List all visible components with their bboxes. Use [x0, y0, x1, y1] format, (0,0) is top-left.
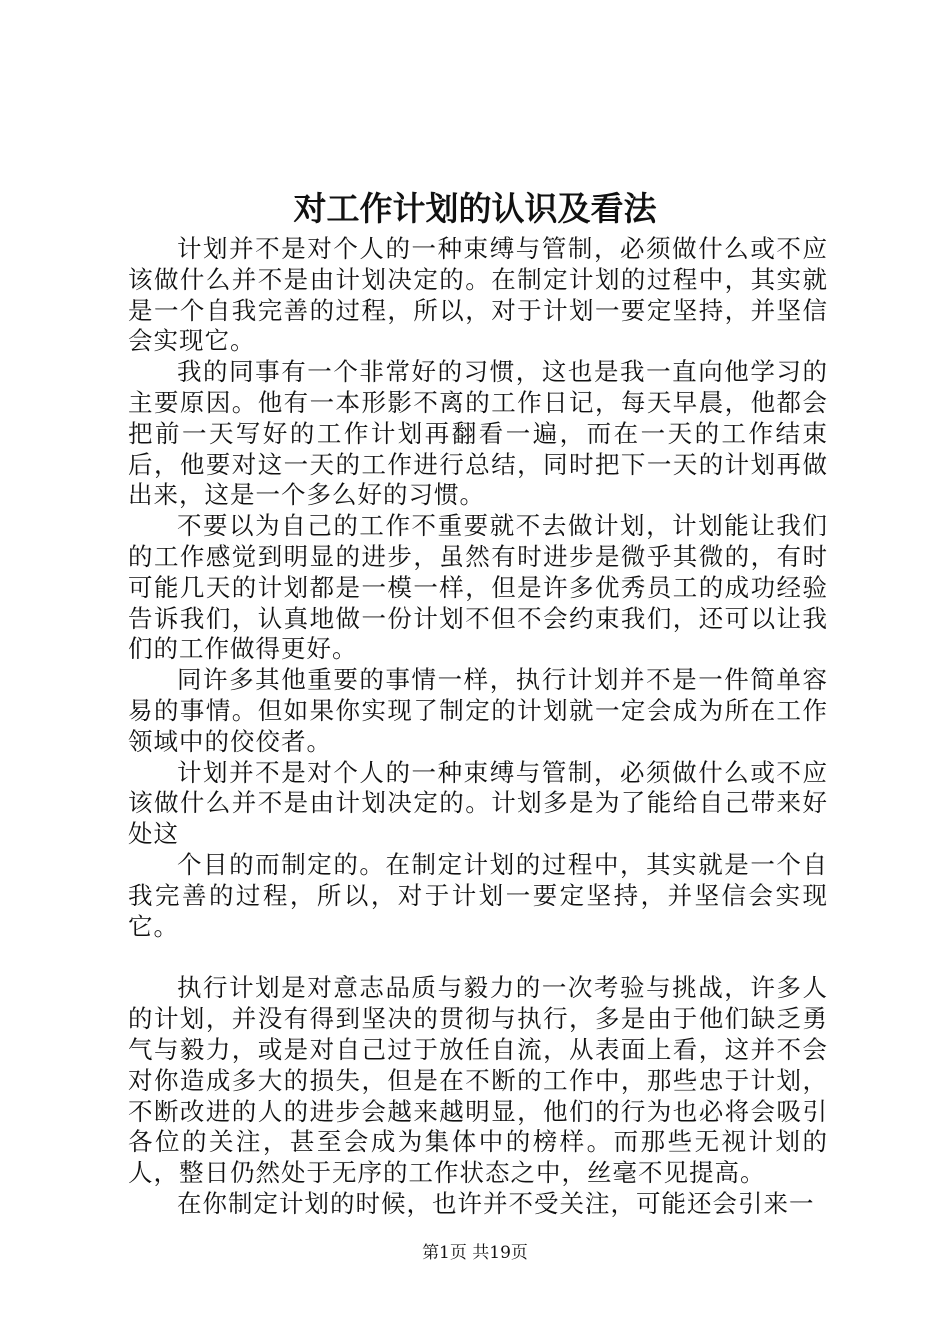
- document-body: [128, 234, 828, 1220]
- paragraph: 不要以为自己的工作不重要就不去做计划，计划能让我们的工作感觉到明显的进步，虽然有时进步是微乎其微的，有时可能几天的计划都是一模一样，但是许多优秀员工的成功经验告诉我们，认真地做一份计划不但不会约束我们，还可以让我们的工作做得更好。: [128, 511, 828, 664]
- paragraph: 在你制定计划的时候，也许并不受关注，可能还会引来一: [177, 1188, 815, 1218]
- document-title: 对工作计划的认识及看法: [293, 189, 657, 228]
- paragraph: 同许多其他重要的事情一样，执行计划并不是一件简单容易的事情。但如果你实现了制定的计划就一定会成为所在工作领域中的佼佼者。: [128, 665, 828, 756]
- paragraph: 执行计划是对意志品质与毅力的一次考验与挑战，许多人的计划，并没有得到坚决的贯彻与执行，多是由于他们缺乏勇气与毅力，或是对自己过于放任自流，从表面上看，这并不会对你造成多大的损失，但是在不断的工作中，那些忠于计划，不断改进的人的进步会越来越明显，他们的行为也必将会吸引各位的关注，甚至会成为集体中的榜样。而那些无视计划的人，整日仍然处于无序的工作状态之中，丝毫不见提高。: [128, 973, 828, 1188]
- paragraph: 计划并不是对个人的一种束缚与管制，必须做什么或不应该做什么并不是由计划决定的。在制定计划的过程中，其实就是一个自我完善的过程，所以，对于计划一要定坚持，并坚信会实现它。: [128, 234, 828, 356]
- paragraph: 我的同事有一个非常好的习惯，这也是我一直向他学习的主要原因。他有一本形影不离的工作日记，每天早晨，他都会把前一天写好的工作计划再翻看一遍，而在一天的工作结束后，他要对这一天的工作进行总结，同时把下一天的计划再做出来，这是一个多么好的习惯。: [128, 357, 828, 510]
- paragraph: 个目的而制定的。在制定计划的过程中，其实就是一个自我完善的过程，所以，对于计划一要定坚持，并坚信会实现它。: [128, 849, 828, 941]
- page-number-footer: 第1页 共19页: [422, 1243, 528, 1263]
- paragraph: 计划并不是对个人的一种束缚与管制，必须做什么或不应该做什么并不是由计划决定的。计划多是为了能给自己带来好处这: [128, 757, 828, 849]
